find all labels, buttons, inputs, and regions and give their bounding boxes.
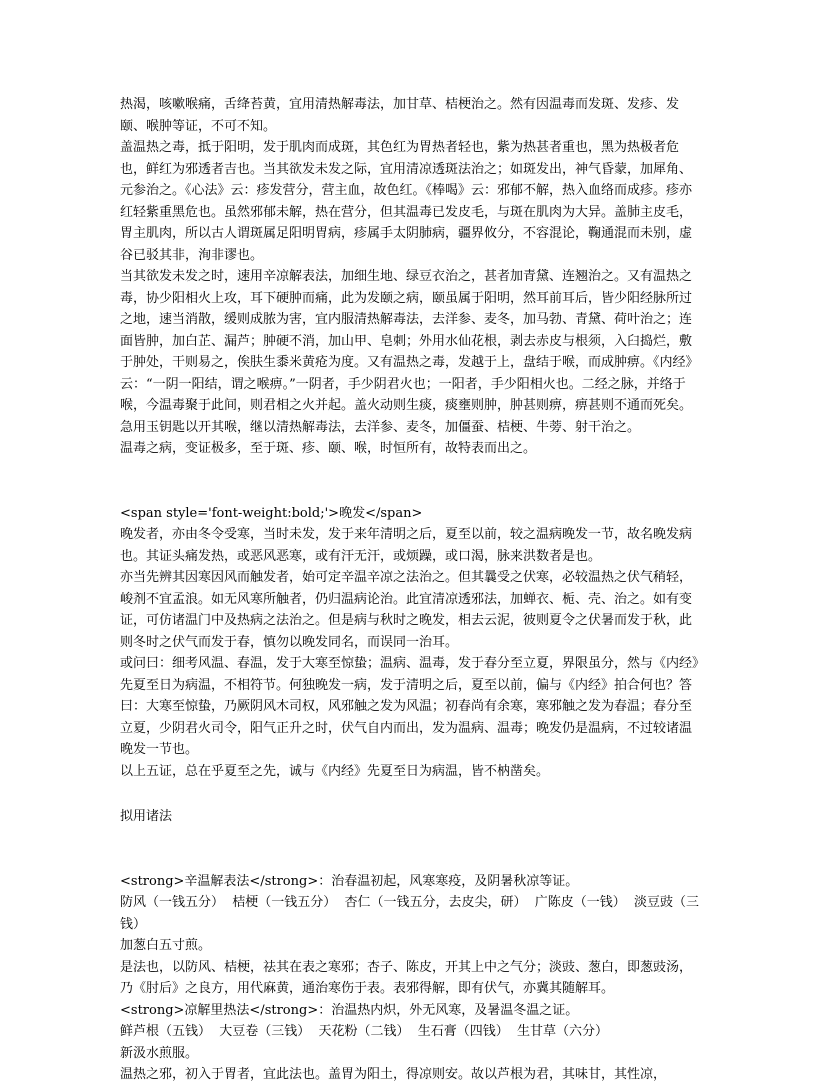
spacer	[120, 782, 700, 806]
text-block-warm-toxin	[120, 94, 700, 460]
paragraph: 热渴，咳嗽喉痛，舌绛苔黄，宜用清热解毒法，加甘草、桔梗治之。然有因温毒而发斑、发疹、发颐、喉肿等证，不可不知。	[120, 97, 680, 134]
paragraph: 以上五证，总在乎夏至之先，诚与《内经》先夏至日为病温，皆不枘凿矣。	[120, 763, 550, 779]
preparation-note: 加葱白五寸煎。	[120, 938, 212, 953]
method-title-raw-markup: <strong>辛温解表法</strong>：治春温初起，风寒寒疫，及阴暑秋凉等证。	[120, 873, 579, 889]
text-block-late-onset	[120, 503, 700, 783]
text-block-methods	[120, 871, 700, 1086]
paragraph: 温毒之病，变证极多，至于斑、疹、颐、喉，时恒所有，故特表而出之。	[120, 441, 537, 456]
prescription-line: 防风（一钱五分） 桔梗（一钱五分） 杏仁（一钱五分，去皮尖，研） 广陈皮（一钱） 淡豆豉（三钱）	[120, 895, 700, 932]
paragraph: 当其欲发未发之时，速用辛凉解表法，加细生地、绿豆衣治之，甚者加青黛、连翘治之。又有温热之毒，协少阳相火上攻，耳下硬肿而痛，此为发颐之病，颐虽属于阳明，然耳前耳后，皆少阳经脉所过之地，速当消散，缓则成脓为害，宜内服清热解毒法，去洋参、麦冬，加马勃、青黛、荷叶治之；连面皆肿，加白芷、漏芦；肿硬不消，加山甲、皂刺；外用水仙花根，剥去赤皮与根须，入臼捣烂，敷于肿处，干则易之，俟肤生黍米黄疮为度。又有温热之毒，发越于上，盘结于喉，而成肿痹。《内经》云：“一阴一阳结，谓之喉痹。”一阴者，手少阴君火也；一阳者，手少阳相火也。二经之脉，并络于喉，今温毒聚于此间，则君相之火并起。盖火动则生痰，痰壅则肿，肿甚则痹，痹甚则不通而死矣。急用玉钥匙以开其喉，继以清热解毒法，去洋参、麦冬，加僵蚕、桔梗、牛蒡、射干治之。	[120, 269, 699, 435]
section-title-raw-markup: <span style='font-weight:bold;'>晚发</span>	[120, 505, 423, 521]
document-page	[120, 94, 700, 1086]
paragraph: 盖温热之毒，抵于阳明，发于肌肉而成斑，其色红为胃热者轻也，紫为热甚者重也，黑为热极者危也，鲜红为邪透者吉也。当其欲发未发之际，宜用清凉透斑法治之；如斑发出，神气昏蒙，加犀角、元参治之。《心法》云：疹发营分，营主血，故色红。《棒喝》云：邪郁不解，热入血络而成疹。疹亦红轻紫重黑危也。虽然邪郁未解，热在营分，但其温毒已发皮毛，与斑在肌肉为大异。盖肺主皮毛，胃主肌肉，所以古人谓斑属足阳明胃病，疹属手太阴肺病，疆界攸分，不容混论，鞠通混而未别，虚谷已驳其非，洵非谬也。	[120, 140, 693, 263]
spacer	[120, 460, 700, 503]
section-heading: 拟用诸法	[120, 809, 173, 824]
paragraph: 是法也，以防风、桔梗，祛其在表之寒邪；杏子、陈皮，开其上中之气分；淡豉、葱白，即葱豉汤，乃《肘后》之良方，用代麻黄，通治寒伤于表。表邪得解，即有伏气，亦冀其随解耳。	[120, 959, 693, 996]
paragraph: 晚发者，亦由冬令受寒，当时未发，发于来年清明之后，夏至以前，较之温病晚发一节，故名晚发病也。其证头痛发热，或恶风恶寒，或有汗无汗，或烦躁，或口渴，脉来洪数者是也。	[120, 527, 693, 564]
spacer	[120, 828, 700, 871]
paragraph: 亦当先辨其因寒因风而触发者，始可定辛温辛凉之法治之。但其曩受之伏寒，必较温热之伏气稍轻，峻剂不宜孟浪。如无风寒所触者，仍归温病论治。此宜清凉透邪法，加蝉衣、栀、壳、治之。如有变证，可仿诸温门中及热病之法治之。但是病与秋时之晚发，相去云泥，彼则夏令之伏暑而发于秋，此则冬时之伏气而发于春，慎勿以晚发同名，而误同一治耳。	[120, 570, 693, 650]
paragraph: 温热之邪，初入于胃者，宜此法也。盖胃为阳土，得凉则安。故以芦根为君，其味甘，其性凉，	[120, 1067, 667, 1082]
preparation-note: 新汲水煎服。	[120, 1045, 199, 1061]
prescription-line: 鲜芦根（五钱） 大豆卷（三钱） 天花粉（二钱） 生石膏（四钱） 生甘草（六分）	[120, 1024, 609, 1039]
method-title-raw-markup: <strong>凉解里热法</strong>：治温热内炽，外无风寒，及暑温冬温之证。	[120, 1002, 579, 1018]
paragraph: 或问曰：细考风温、春温，发于大寒至惊蛰；温病、温毒，发于春分至立夏，界限虽分，然与《内经》先夏至日为病温，不相符节。何独晚发一病，发于清明之后，夏至以前，偏与《内经》拍合何也？答曰：大寒至惊蛰，乃厥阴风木司权，风邪触之发为风温；初春尚有余寒，寒邪触之发为春温；春分至立夏，少阴君火司令，阳气正升之时，伏气自内而出，发为温病、温毒；晚发仍是温病，不过较诸温晚发一节也。	[120, 656, 699, 757]
